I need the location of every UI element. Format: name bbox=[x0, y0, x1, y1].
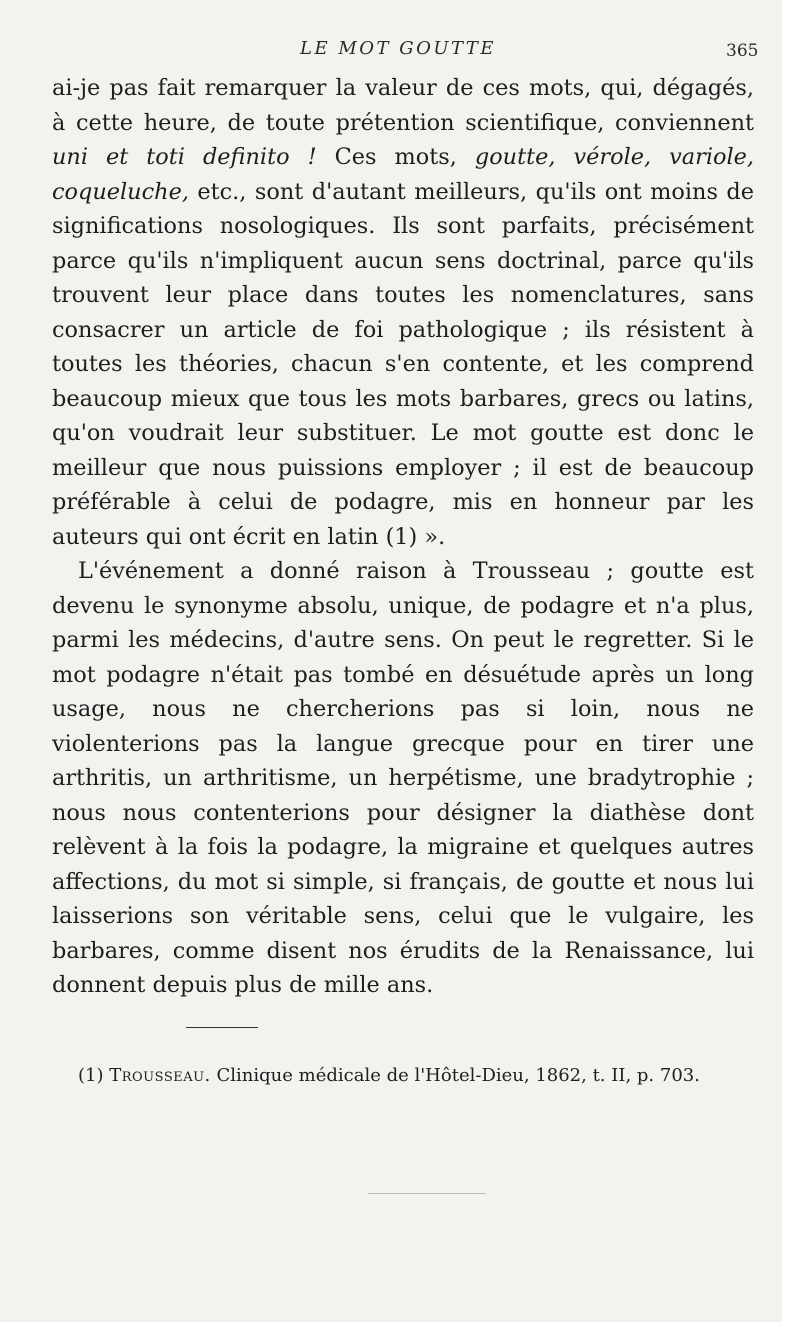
running-title: LE MOT GOUTTE bbox=[300, 38, 497, 59]
paragraph-1-text-a: ai-je pas fait remarquer la valeur de ces mots, qui, dégagés, à cette heure, de toute prétention scientifique, conviennent bbox=[52, 75, 754, 136]
paragraph-1 bbox=[52, 71, 754, 554]
bleed-through-rule bbox=[368, 1193, 486, 1194]
body-text bbox=[52, 71, 754, 1003]
page-edge bbox=[782, 0, 800, 1322]
footnote-separator bbox=[186, 1027, 258, 1028]
paragraph-1-text-b: Ces mots, bbox=[316, 144, 475, 170]
footnote-marker: (1) bbox=[78, 1065, 104, 1086]
page-number: 365 bbox=[726, 41, 759, 61]
paragraph-1-italic-a: uni et toti definito ! bbox=[52, 144, 317, 170]
footnote-author: Trousseau. bbox=[109, 1065, 211, 1086]
paragraph-1-italic-b: goutte, vérole, variole, coqueluche, bbox=[52, 144, 754, 205]
paragraph-1-text-c: etc., sont d'autant meilleurs, qu'ils ont moins de significations nosologiques. Ils sont parfaits, précisément parce qu'ils n'impliquent aucun sens doctrinal, parce qu'ils trouvent leur place dans toutes les nomenclatures, sans consacrer un article de foi pathologique ; ils résistent à toutes les théories, chacun s'en contente, et les comprend beaucoup mieux que tous les mots barbares, grecs ou latins, qu'on voudrait leur substituer. Le mot goutte est donc le meilleur que nous puissions employer ; il est de beaucoup préférable à celui de podagre, mis en honneur par les auteurs qui ont écrit en latin (1) ». bbox=[52, 178, 754, 550]
running-head bbox=[0, 38, 782, 62]
paragraph-2: L'événement a donné raison à Trousseau ; goutte est devenu le synonyme absolu, unique, de podagre et n'a plus, parmi les médecins, d'autre sens. On peut le regretter. Si le mot podagre n'était pas tombé en désuétude après un long usage, nous ne chercherions pas si loin, nous ne violenterions pas la langue grecque pour en tirer une arthritis, un arthritisme, un herpétisme, une bradytrophie ; nous nous contenterions pour désigner la diathèse dont relèvent à la fois la podagre, la migraine et quelques autres affections, du mot si simple, si français, de goutte et nous lui laisserions son véritable sens, celui que le vulgaire, les barbares, comme disent nos érudits de la Renaissance, lui donnent depuis plus de mille ans. bbox=[52, 558, 754, 998]
footnote bbox=[78, 1063, 768, 1089]
footnote-text: Clinique médicale de l'Hôtel-Dieu, 1862, t. II, p. 703. bbox=[216, 1065, 700, 1086]
